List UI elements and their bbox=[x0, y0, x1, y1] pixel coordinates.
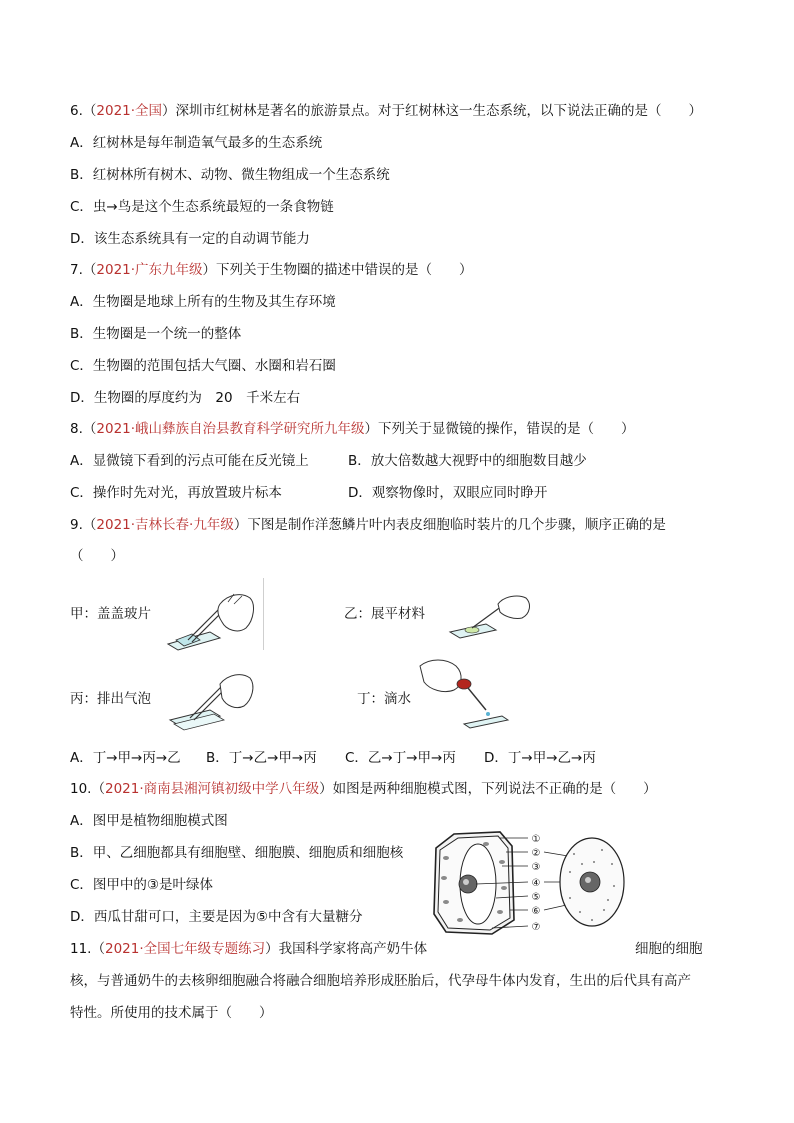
question-source: 2021·吉林长春·九年级 bbox=[96, 517, 234, 533]
option-b: B．红树林所有树木、动物、微生物组成一个生态系统 bbox=[70, 167, 390, 183]
option-c: C．操作时先对光，再放置玻片标本 bbox=[70, 485, 282, 501]
label-3: ③ bbox=[531, 862, 541, 873]
option-b: B．甲、乙细胞都具有细胞壁、细胞膜、细胞质和细胞核 bbox=[70, 845, 404, 861]
option-d: D．西瓜甘甜可口，主要是因为⑤中含有大量糖分 bbox=[70, 909, 363, 925]
option-c: C．生物圈的范围包括大气圈、水圈和岩石圈 bbox=[70, 358, 336, 374]
question-source: 2021·全国 bbox=[96, 103, 163, 119]
label-5: ⑤ bbox=[531, 892, 541, 903]
question-source: 2021·商南县湘河镇初级中学八年级 bbox=[104, 781, 320, 797]
question-text: 深圳市红树林是著名的旅游景点。对于红树林这一生态系统，以下说法正确的是（ ） bbox=[175, 103, 703, 119]
option-c: C．乙→丁→甲→丙 bbox=[345, 750, 456, 766]
question-11-line-3: 特性。所使用的技术属于（ ） bbox=[70, 1005, 273, 1021]
step-jia-label: 甲：盖盖玻片 bbox=[70, 606, 151, 622]
step-ding-label: 丁：滴水 bbox=[357, 691, 411, 707]
coverslip-illustration bbox=[162, 586, 262, 656]
option-a: A．图甲是植物细胞模式图 bbox=[70, 813, 228, 829]
question-source: 2021·峨山彝族自治县教育科学研究所九年级 bbox=[96, 421, 365, 437]
question-7-stem: 7.（2021·广东九年级）下列关于生物圈的描述中错误的是（ ） bbox=[70, 262, 473, 278]
cell-model-diagram bbox=[430, 828, 630, 938]
label-6: ⑥ bbox=[531, 906, 541, 917]
option-b: B．生物圈是一个统一的整体 bbox=[70, 326, 242, 342]
question-number: 9. bbox=[70, 517, 83, 533]
label-1: ① bbox=[531, 834, 541, 845]
question-text: 如图是两种细胞模式图，下列说法不正确的是（ ） bbox=[332, 781, 657, 797]
option-d: D．丁→甲→乙→丙 bbox=[484, 750, 596, 766]
option-b: B．丁→乙→甲→丙 bbox=[206, 750, 317, 766]
question-10-stem: 10.（2021·商南县湘河镇初级中学八年级）如图是两种细胞模式图，下列说法不正确的是（ ） bbox=[70, 781, 657, 797]
question-source: 2021·广东九年级 bbox=[96, 262, 203, 278]
step-bing-label: 丙：排出气泡 bbox=[70, 691, 151, 707]
question-9-stem-cont: （ ） bbox=[70, 548, 124, 564]
question-8-stem: 8.（2021·峨山彝族自治县教育科学研究所九年级）下列关于显微镜的操作，错误的是（ ） bbox=[70, 421, 635, 437]
question-number: 7. bbox=[70, 262, 83, 278]
option-d: D．生物圈的厚度约为 20 千米左右 bbox=[70, 390, 301, 406]
label-7: ⑦ bbox=[531, 922, 541, 933]
option-a: A．红树林是每年制造氧气最多的生态系统 bbox=[70, 135, 323, 151]
question-number: 6. bbox=[70, 103, 83, 119]
option-a: A．丁→甲→丙→乙 bbox=[70, 750, 181, 766]
question-number: 10. bbox=[70, 781, 92, 797]
option-a: A．显微镜下看到的污点可能在反光镜上 bbox=[70, 453, 309, 469]
drop-water-illustration bbox=[410, 654, 510, 734]
option-d: D．该生态系统具有一定的自动调节能力 bbox=[70, 231, 310, 247]
question-text: 下图是制作洋葱鳞片叶内表皮细胞临时装片的几个步骤，顺序正确的是 bbox=[247, 517, 666, 533]
option-c: C．虫→鸟是这个生态系统最短的一条食物链 bbox=[70, 199, 334, 215]
question-6-stem: 6.（2021·全国）深圳市红树林是著名的旅游景点。对于红树林这一生态系统，以下说法正确的是（ ） bbox=[70, 103, 703, 119]
label-4: ④ bbox=[531, 878, 541, 889]
option-a: A．生物圈是地球上所有的生物及其生存环境 bbox=[70, 294, 336, 310]
label-2: ② bbox=[531, 848, 541, 859]
question-9-stem: 9.（2021·吉林长春·九年级）下图是制作洋葱鳞片叶内表皮细胞临时装片的几个步骤，顺序正确的是 bbox=[70, 517, 666, 533]
option-b: B．放大倍数越大视野中的细胞数目越少 bbox=[348, 453, 587, 469]
question-11-stem-tail: 细胞的细胞 bbox=[635, 941, 703, 957]
question-number: 11. bbox=[70, 941, 92, 957]
question-11-line-2: 核，与普通奶牛的去核卵细胞融合将融合细胞培养形成胚胎后，代孕母牛体内发育，生出的后代具有高产 bbox=[70, 973, 691, 989]
question-11-stem: 11.（2021·全国七年级专题练习）我国科学家将高产奶牛体 bbox=[70, 941, 428, 957]
figure-divider bbox=[263, 578, 264, 650]
question-text: 我国科学家将高产奶牛体 bbox=[278, 941, 428, 957]
question-text: 下列关于生物圈的描述中错误的是（ ） bbox=[216, 262, 473, 278]
question-source: 2021·全国七年级专题练习 bbox=[104, 941, 266, 957]
question-text: 下列关于显微镜的操作，错误的是（ ） bbox=[378, 421, 635, 437]
spread-material-illustration bbox=[446, 592, 536, 642]
option-c: C．图甲中的③是叶绿体 bbox=[70, 877, 214, 893]
remove-bubbles-illustration bbox=[166, 668, 256, 738]
question-number: 8. bbox=[70, 421, 83, 437]
step-yi-label: 乙：展平材料 bbox=[344, 606, 425, 622]
option-d: D．观察物像时，双眼应同时睁开 bbox=[348, 485, 548, 501]
